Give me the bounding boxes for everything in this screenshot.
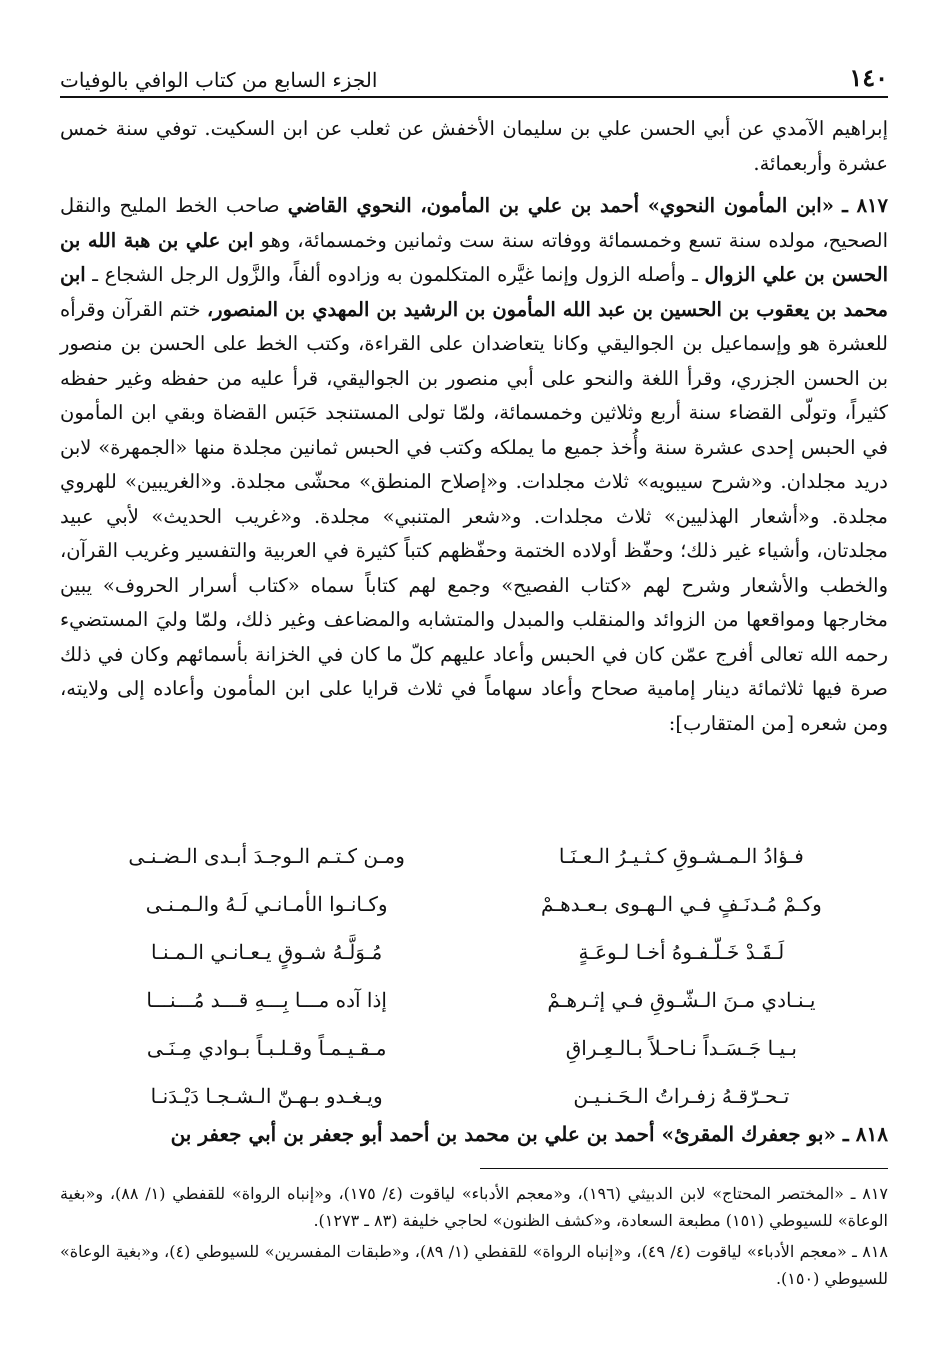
verse-second-hemistich: وكـانـوا الأمـانـي لَـهُ والـمـنـى [145,892,388,916]
footnotes [60,1180,888,1296]
entry-817-text-2: ـ وأصله الزول وإنما غيَّره المتكلمون به وزادوه ألفاً، والزَّول الرجل الشجاع ـ [85,263,705,286]
verse-first-hemistich: وكـمْ مُـدنَـفٍ فـي الـهـوى بـعـدهـمْ [540,892,822,916]
poem [90,832,858,1120]
entry-817-heading: «ابن المأمون النحوي» أحمد بن علي بن المأمون، النحوي القاضي [287,194,834,217]
entry-817-number: ٨١٧ ـ [842,194,888,217]
footnote-divider [480,1168,888,1169]
verse [90,928,858,976]
verse [90,1072,858,1120]
main-text [60,112,888,741]
page-header [60,52,888,98]
verse [90,1024,858,1072]
entry-817-lineage-1: ابن علي بن هبة الله بن الحسن بن علي الزوال [60,228,889,286]
verse [90,976,858,1024]
entry-817-lineage-2: ابن محمد بن يعقوب بن الحسين بن عبد الله المأمون بن الرشيد بن المهدي بن المنصور، [60,263,888,321]
footnote-817: ٨١٧ ـ «المختصر المحتاج» لابن الدبيثي (١٩٦)، و«معجم الأدباء» لياقوت (٤/ ١٧٥)، و«إنباه الرواة» للقفطي (١/ ٨٨)، و«بغية الوعاة» للسيوطي (١٥١) مطبعة السعادة، و«كشف الظنون» لحاجي خليفة (٨٣ ـ ١٢٧٣). [60,1184,889,1230]
verse-second-hemistich: إذا آده مـــا بِـــهِ قـــد مُـــنـــا [146,988,387,1012]
verse-first-hemistich: بـيـا جَـسَـداً نـاحـلاً بـالـعِـراقِ [565,1036,797,1060]
footnote-818: ٨١٨ ـ «معجم الأدباء» لياقوت (٤/ ٤٩)، و«إنباه الرواة» للقفطي (١/ ٨٩)، و«طبقات المفسرين» للسيوطي (٤)، و«بغية الوعاة» للسيوطي (١٥٠). [60,1242,888,1288]
entry-817 [60,189,888,741]
verse [90,832,858,880]
verse-first-hemistich: لَـقَـدْ خَـلّـفـوهُ أخـا لـوعَـةٍ [578,940,785,964]
verse-second-hemistich: ومـن كـتـم الـوجـدَ أبـدى الـضـنـى [128,844,405,868]
verse-second-hemistich: مُـوَلَّـهُ شـوقٍ يـعـانـي الـمـنـا [151,940,383,964]
running-title: الجزء السابع من كتاب الوافي بالوفيات [60,68,378,92]
verse-first-hemistich: يـنـادي مـنَ الـشّـوقِ فـي إثـرهـمْ [547,988,816,1012]
verse-first-hemistich: تـحـرّقـهُ زفـراتُ الـحَـنـيـن [573,1084,790,1108]
verse-first-hemistich: فـؤادُ الـمـشـوقِ كـثـيـرُ الـعـنَـا [558,844,804,868]
entry-817-text-1: صاحب الخط المليح والنقل الصحيح، مولده سنة تسع وخمسمائة ووفاته سنة ست وثمانين وخمسمائة، وهو [60,194,888,252]
verse [90,880,858,928]
entry-818-heading: ٨١٨ ـ «بو جعفرك المقرئ» أحمد بن علي بن محمد بن أحمد أبو جعفر بن أبي جعفر بن [170,1122,888,1146]
previous-entry-ending: إبراهيم الآمدي عن أبي الحسن علي بن سليمان الأخفش عن ثعلب عن ابن السكيت. توفي سنة خمس عشرة وأربعمائة. [60,117,888,175]
verse-second-hemistich: ويـغـدو بـهـنّ الـشـجـا دَيْـدَنـا [150,1084,383,1108]
page-number: ١٤٠ [849,63,888,92]
verse-second-hemistich: مـقـيـمـاً وقـلـبـاً بـوادي مِـنَـى [146,1036,387,1060]
entry-817-text-3: ختم القرآن وقرأه للعشرة هو وإسماعيل بن الجواليقي وكانا يتعاضدان على القراءة، وكتب الخط على الحسن بن منصور بن الحسن الجزري، وقرأ اللغة والنحو على أبي منصور بن الجواليقي، قرأ عليه من حفظه وغير حفظه كثيراً، وتولّى القضاء سنة أربع وثلاثين وخمسمائة، ولمّا تولى المستنجد حَبَس القضاة وبقي ابن المأمون في الحبس إحدى عشرة سنة وأُخذ جميع ما يملكه وكتب في الحبس ثمانين مجلدة منها «الجمهرة» لابن دريد مجلدان. و«شرح سيبويه» ثلاث مجلدات. و«إصلاح المنطق» محشّى مجلدة. و«الغريبين» للهروي مجلدة. و«أشعار الهذليين» ثلاث مجلدات. و«شعر المتنبي» مجلدة. و«غريب الحديث» لأبي عبيد مجلدتان، وأشياء غير ذلك؛ وحفّظ أولاده الختمة وحفّظهم كتباً كثيرة في العربية والتفسير وغريب القرآن، والخطب والأشعار وشرح لهم «كتاب الفصيح» وجمع لهم كتاباً سماه «كتاب أسرار الحروف» يبين مخارجها ومواقعها من الزوائد والمنقلب والمبدل والمتشابه والمضاعف وغير ذلك، ولمّا وليَ المستضيء رحمه الله تعالى أفرج عمّن كان في الحبس وأعاد عليهم كلّ ما كان في الخزانة بأسمائهم وكان في ذلك صرة فيها ثلاثمائة دينار إمامية صحاح وأعاد سهاماً في ثلاث قرايا على ابن المأمون وأعاده إلى ولايته، ومن شعره [من المتقارب]: [60,297,888,735]
